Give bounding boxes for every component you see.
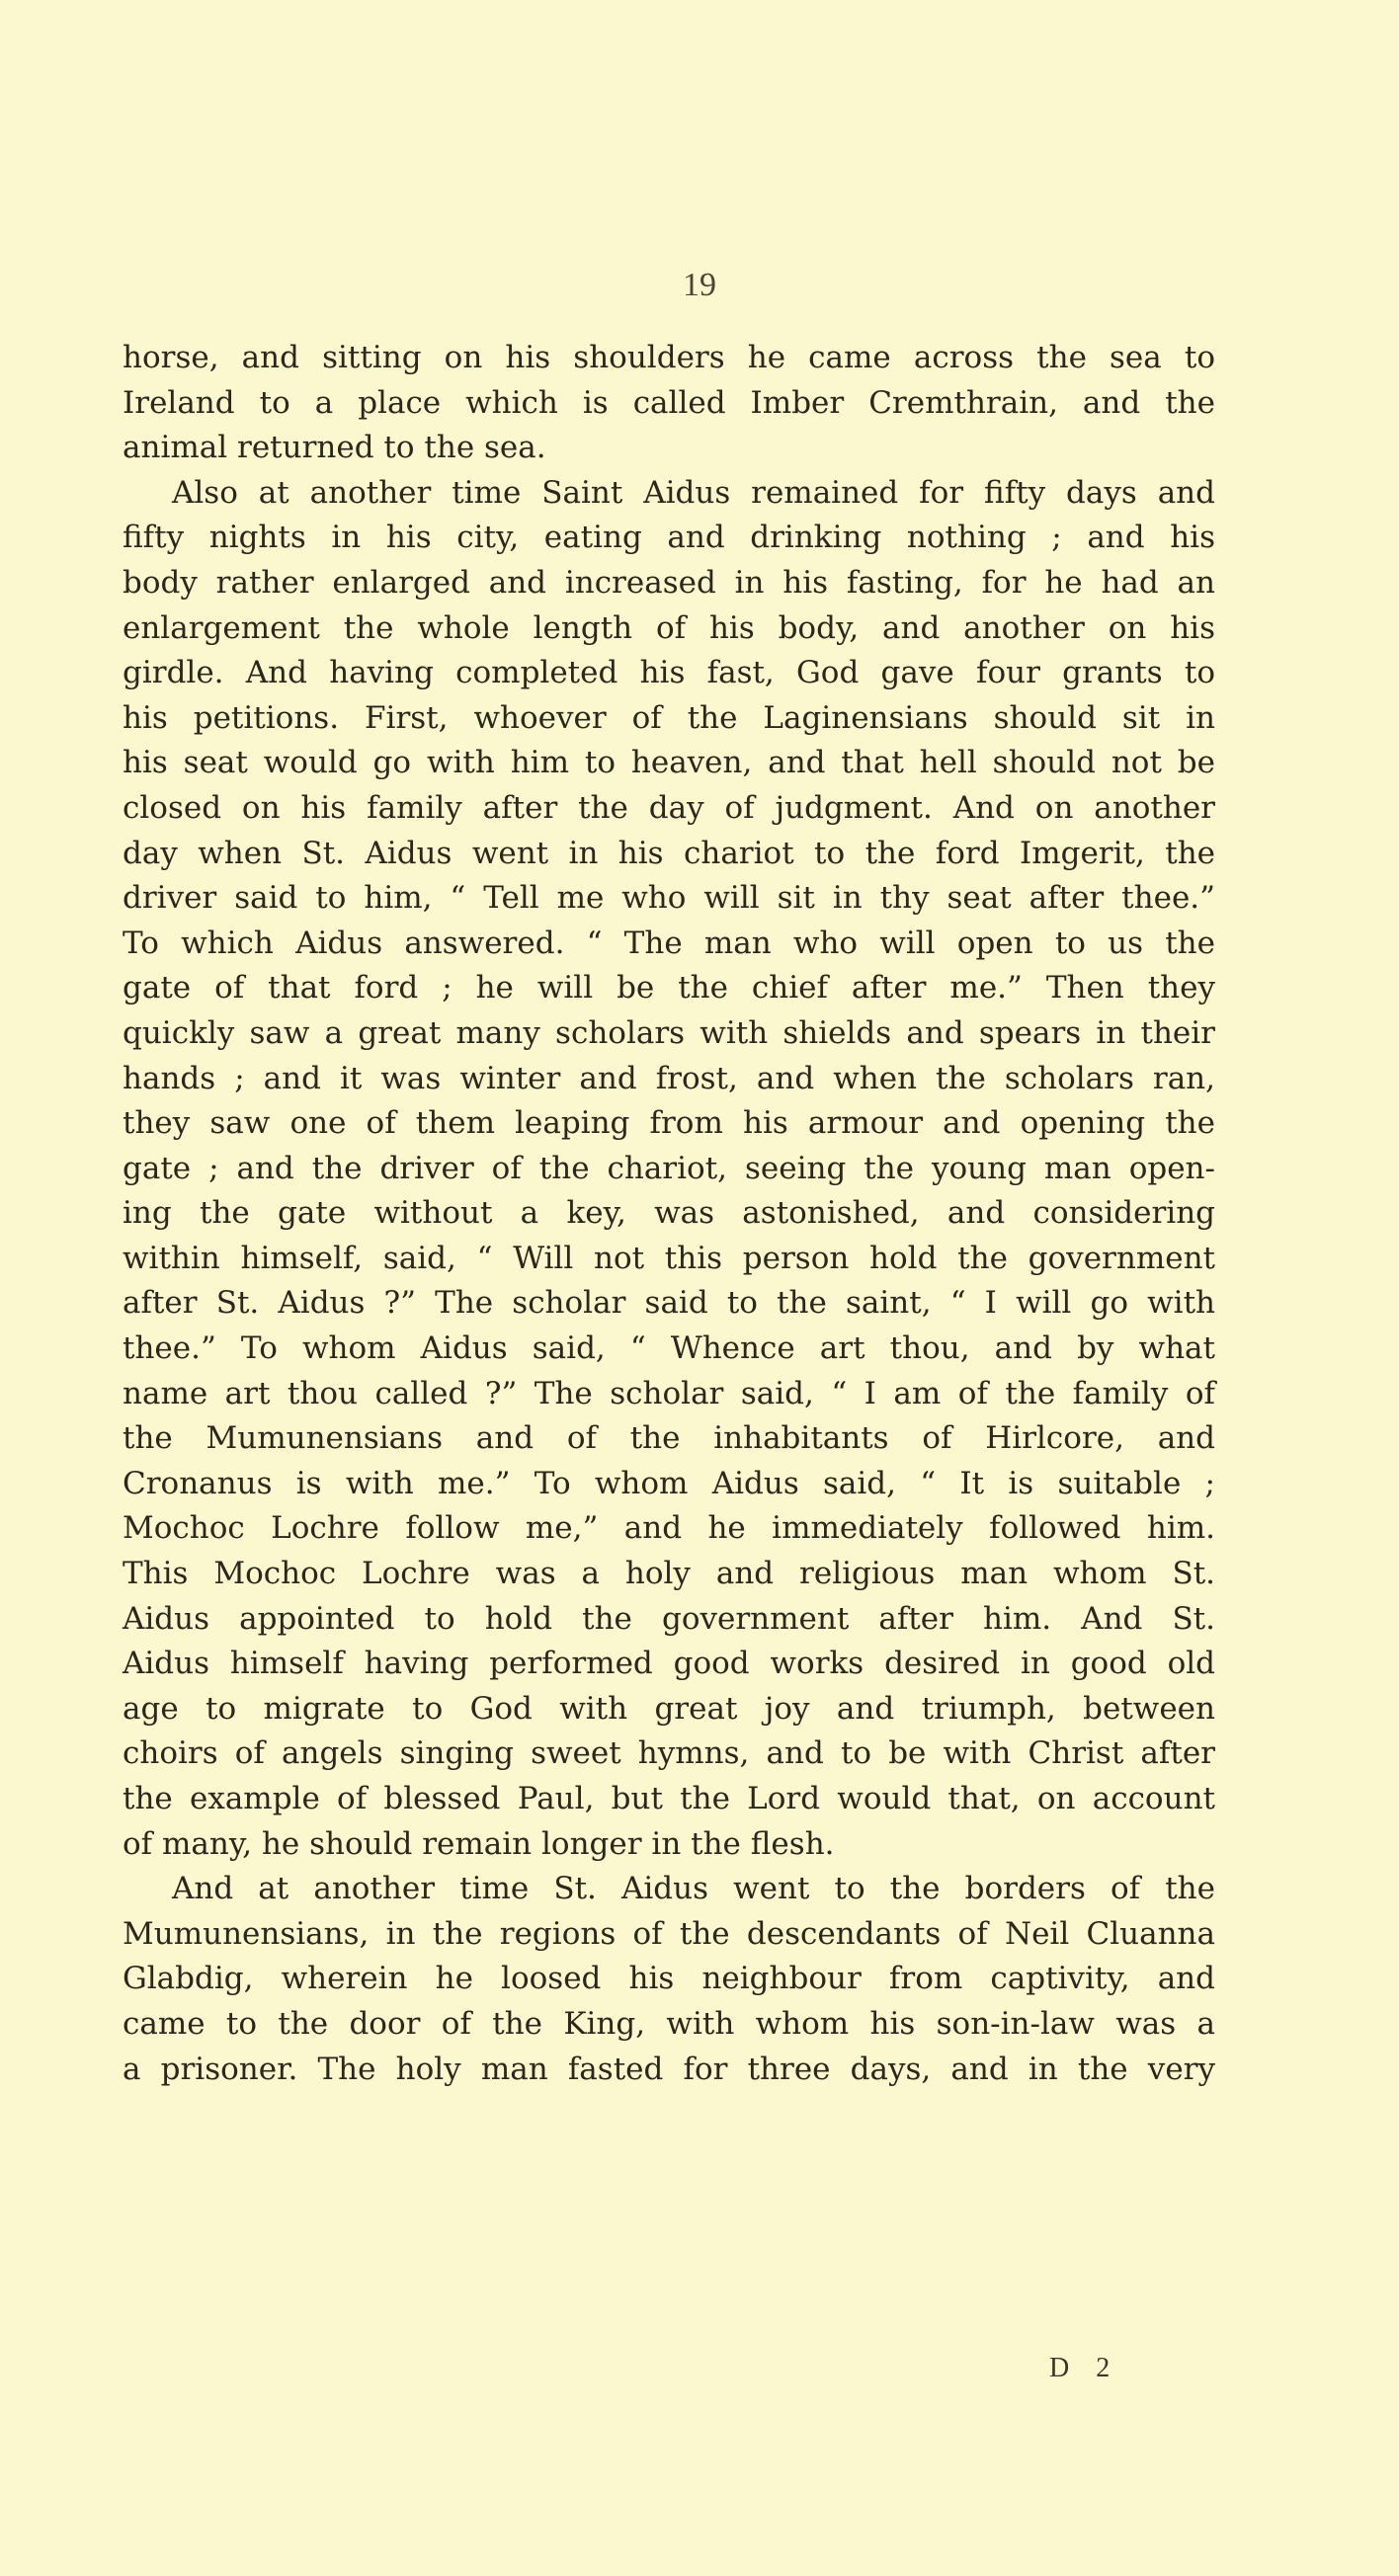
signature-mark: D 2 — [1049, 2353, 1120, 2383]
text-line: hands ; and it was winter and frost, and when the scholars ran, — [123, 1060, 1215, 1096]
text-line: of many, he should remain longer in the flesh. — [123, 1825, 835, 1862]
text-line: Mochoc Lochre follow me,” and he immediately followed him. — [123, 1510, 1215, 1547]
text-line: Ireland to a place which is called Imber Cremthrain, and the — [123, 384, 1215, 421]
text-line: girdle. And having completed his fast, God gave four grants to — [123, 655, 1215, 691]
text-line: Aidus appointed to hold the government after him. And St. — [123, 1600, 1215, 1637]
text-line: age to migrate to God with great joy and triumph, between — [123, 1690, 1215, 1727]
text-line: his seat would go with him to heaven, and that hell should not be — [123, 745, 1215, 781]
text-line: Cronanus is with me.” To whom Aidus said, “ It is suitable ; — [123, 1465, 1215, 1501]
text-line: the example of blessed Paul, but the Lord would that, on account — [123, 1781, 1215, 1816]
text-line: animal returned to the sea. — [123, 430, 546, 466]
text-line: thee.” To whom Aidus said, “ Whence art thou, and by what — [123, 1330, 1215, 1367]
text-line: came to the door of the King, with whom his son-in-law was a — [123, 2005, 1215, 2042]
text-line: gate ; and the driver of the chariot, seeing the young man open- — [123, 1150, 1215, 1186]
text-line: horse, and sitting on his shoulders he came across the sea to — [123, 340, 1215, 375]
text-line: This Mochoc Lochre was a holy and religious man whom St. — [123, 1556, 1215, 1592]
text-line: Aidus himself having performed good works desired in good old — [123, 1646, 1215, 1682]
text-line: closed on his family after the day of judgment. And on another — [123, 789, 1215, 826]
page-number: 19 — [683, 267, 716, 303]
text-line: his petitions. First, whoever of the Laginensians should sit in — [123, 699, 1215, 736]
text-line: enlargement the whole length of his body, and another on his — [123, 609, 1215, 646]
text-line: And at another time St. Aidus went to the borders of the — [172, 1871, 1215, 1907]
text-line: the Mumunensians and of the inhabitants of Hirlcore, and — [123, 1420, 1215, 1457]
text-line: fifty nights in his city, eating and drinking nothing ; and his — [123, 520, 1215, 556]
text-line: Glabdig, wherein he loosed his neighbour from captivity, and — [123, 1961, 1215, 1997]
text-line: choirs of angels singing sweet hymns, and to be with Christ after — [123, 1735, 1215, 1772]
text-line: gate of that ford ; he will be the chief after me.” Then they — [123, 970, 1215, 1006]
text-line: name art thou called ?” The scholar said, “ I am of the family of — [123, 1375, 1215, 1411]
text-line: after St. Aidus ?” The scholar said to the saint, “ I will go with — [123, 1285, 1215, 1322]
text-line: day when St. Aidus went in his chariot to the ford Imgerit, the — [123, 835, 1215, 871]
text-line: driver said to him, “ Tell me who will sit in thy seat after thee.” — [123, 880, 1215, 917]
text-line: they saw one of them leaping from his armour and opening the — [123, 1105, 1215, 1142]
text-line: quickly saw a great many scholars with shields and spears in their — [123, 1014, 1215, 1051]
text-line: a prisoner. The holy man fasted for three days, and in the very — [123, 2051, 1215, 2087]
text-line: ing the gate without a key, was astonished, and considering — [123, 1195, 1215, 1232]
text-line: body rather enlarged and increased in his fasting, for he had an — [123, 564, 1215, 601]
text-line: To which Aidus answered. “ The man who will open to us the — [123, 925, 1215, 961]
text-line: Mumunensians, in the regions of the descendants of Neil Cluanna — [123, 1915, 1215, 1952]
text-line: within himself, said, “ Will not this person hold the government — [123, 1240, 1215, 1276]
body-text — [123, 336, 1215, 2092]
text-line: Also at another time Saint Aidus remained for fifty days and — [172, 474, 1215, 511]
